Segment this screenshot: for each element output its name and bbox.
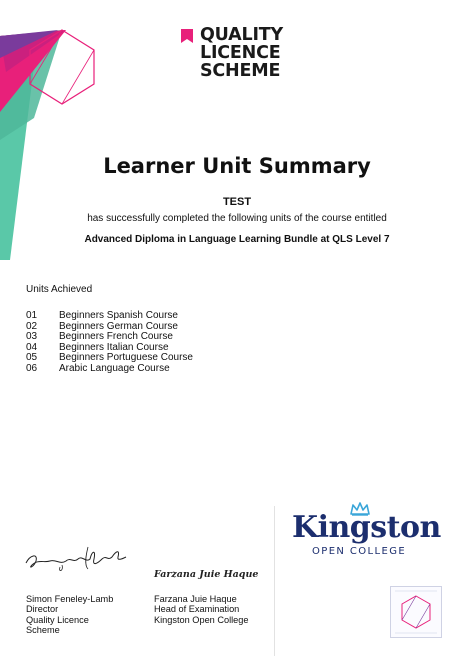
unit-name: Arabic Language Course: [59, 362, 170, 374]
signature-1: [22, 541, 132, 575]
hexagon-badge-icon: [391, 587, 441, 637]
signatory-1-org-line-2: Scheme: [26, 625, 60, 636]
signatory-2-org: Kingston Open College: [154, 614, 249, 625]
logo-line-1: QUALITY: [200, 25, 283, 45]
completion-statement: has successfully completed the following units of the course entitled: [87, 213, 387, 224]
unit-number: 02: [26, 320, 38, 332]
signatory-2-role: Head of Examination: [154, 604, 240, 615]
course-name: Advanced Diploma in Language Learning Bundle at QLS Level 7: [84, 234, 390, 245]
signatory-2-name: Farzana Juie Haque: [154, 594, 237, 604]
unit-number: 06: [26, 362, 38, 374]
crown-icon: [350, 502, 370, 516]
signatory-1-org-line-1: Quality Licence: [26, 614, 89, 625]
learner-name: TEST: [222, 196, 252, 208]
units-heading: Units Achieved: [26, 284, 93, 295]
logo-line-3: SCHEME: [200, 61, 281, 81]
college-name: Kingston: [292, 510, 441, 545]
signatory-1-role: Director: [26, 604, 59, 615]
college-subtitle: OPEN COLLEGE: [312, 546, 407, 557]
signatory-2: [154, 594, 249, 625]
quality-badge: [390, 586, 442, 638]
list-item: [26, 364, 193, 375]
logo-line-2: LICENCE: [200, 43, 281, 63]
bookmark-icon: [181, 29, 193, 43]
unit-number: 04: [26, 341, 38, 353]
unit-name: Beginners Italian Course: [59, 341, 169, 353]
unit-number: 03: [26, 331, 38, 343]
qls-logo-text: [200, 26, 283, 80]
list-item: [26, 311, 193, 322]
unit-name: Beginners Portuguese Course: [59, 352, 193, 364]
unit-name: Beginners Spanish Course: [59, 310, 178, 321]
page-title: Learner Unit Summary: [103, 154, 371, 178]
unit-name: Beginners French Course: [59, 331, 173, 343]
unit-list: [26, 311, 193, 375]
signatory-1-name: Simon Feneley-Lamb: [26, 594, 114, 604]
unit-name: Beginners German Course: [59, 320, 178, 332]
signatory-1: [26, 594, 113, 636]
college-logo: [292, 502, 442, 557]
divider: [274, 506, 275, 656]
signature-2: Farzana Juie Haque: [154, 569, 259, 580]
qls-logo: [181, 26, 283, 80]
unit-number: 05: [26, 352, 38, 364]
unit-number: 01: [26, 310, 38, 321]
